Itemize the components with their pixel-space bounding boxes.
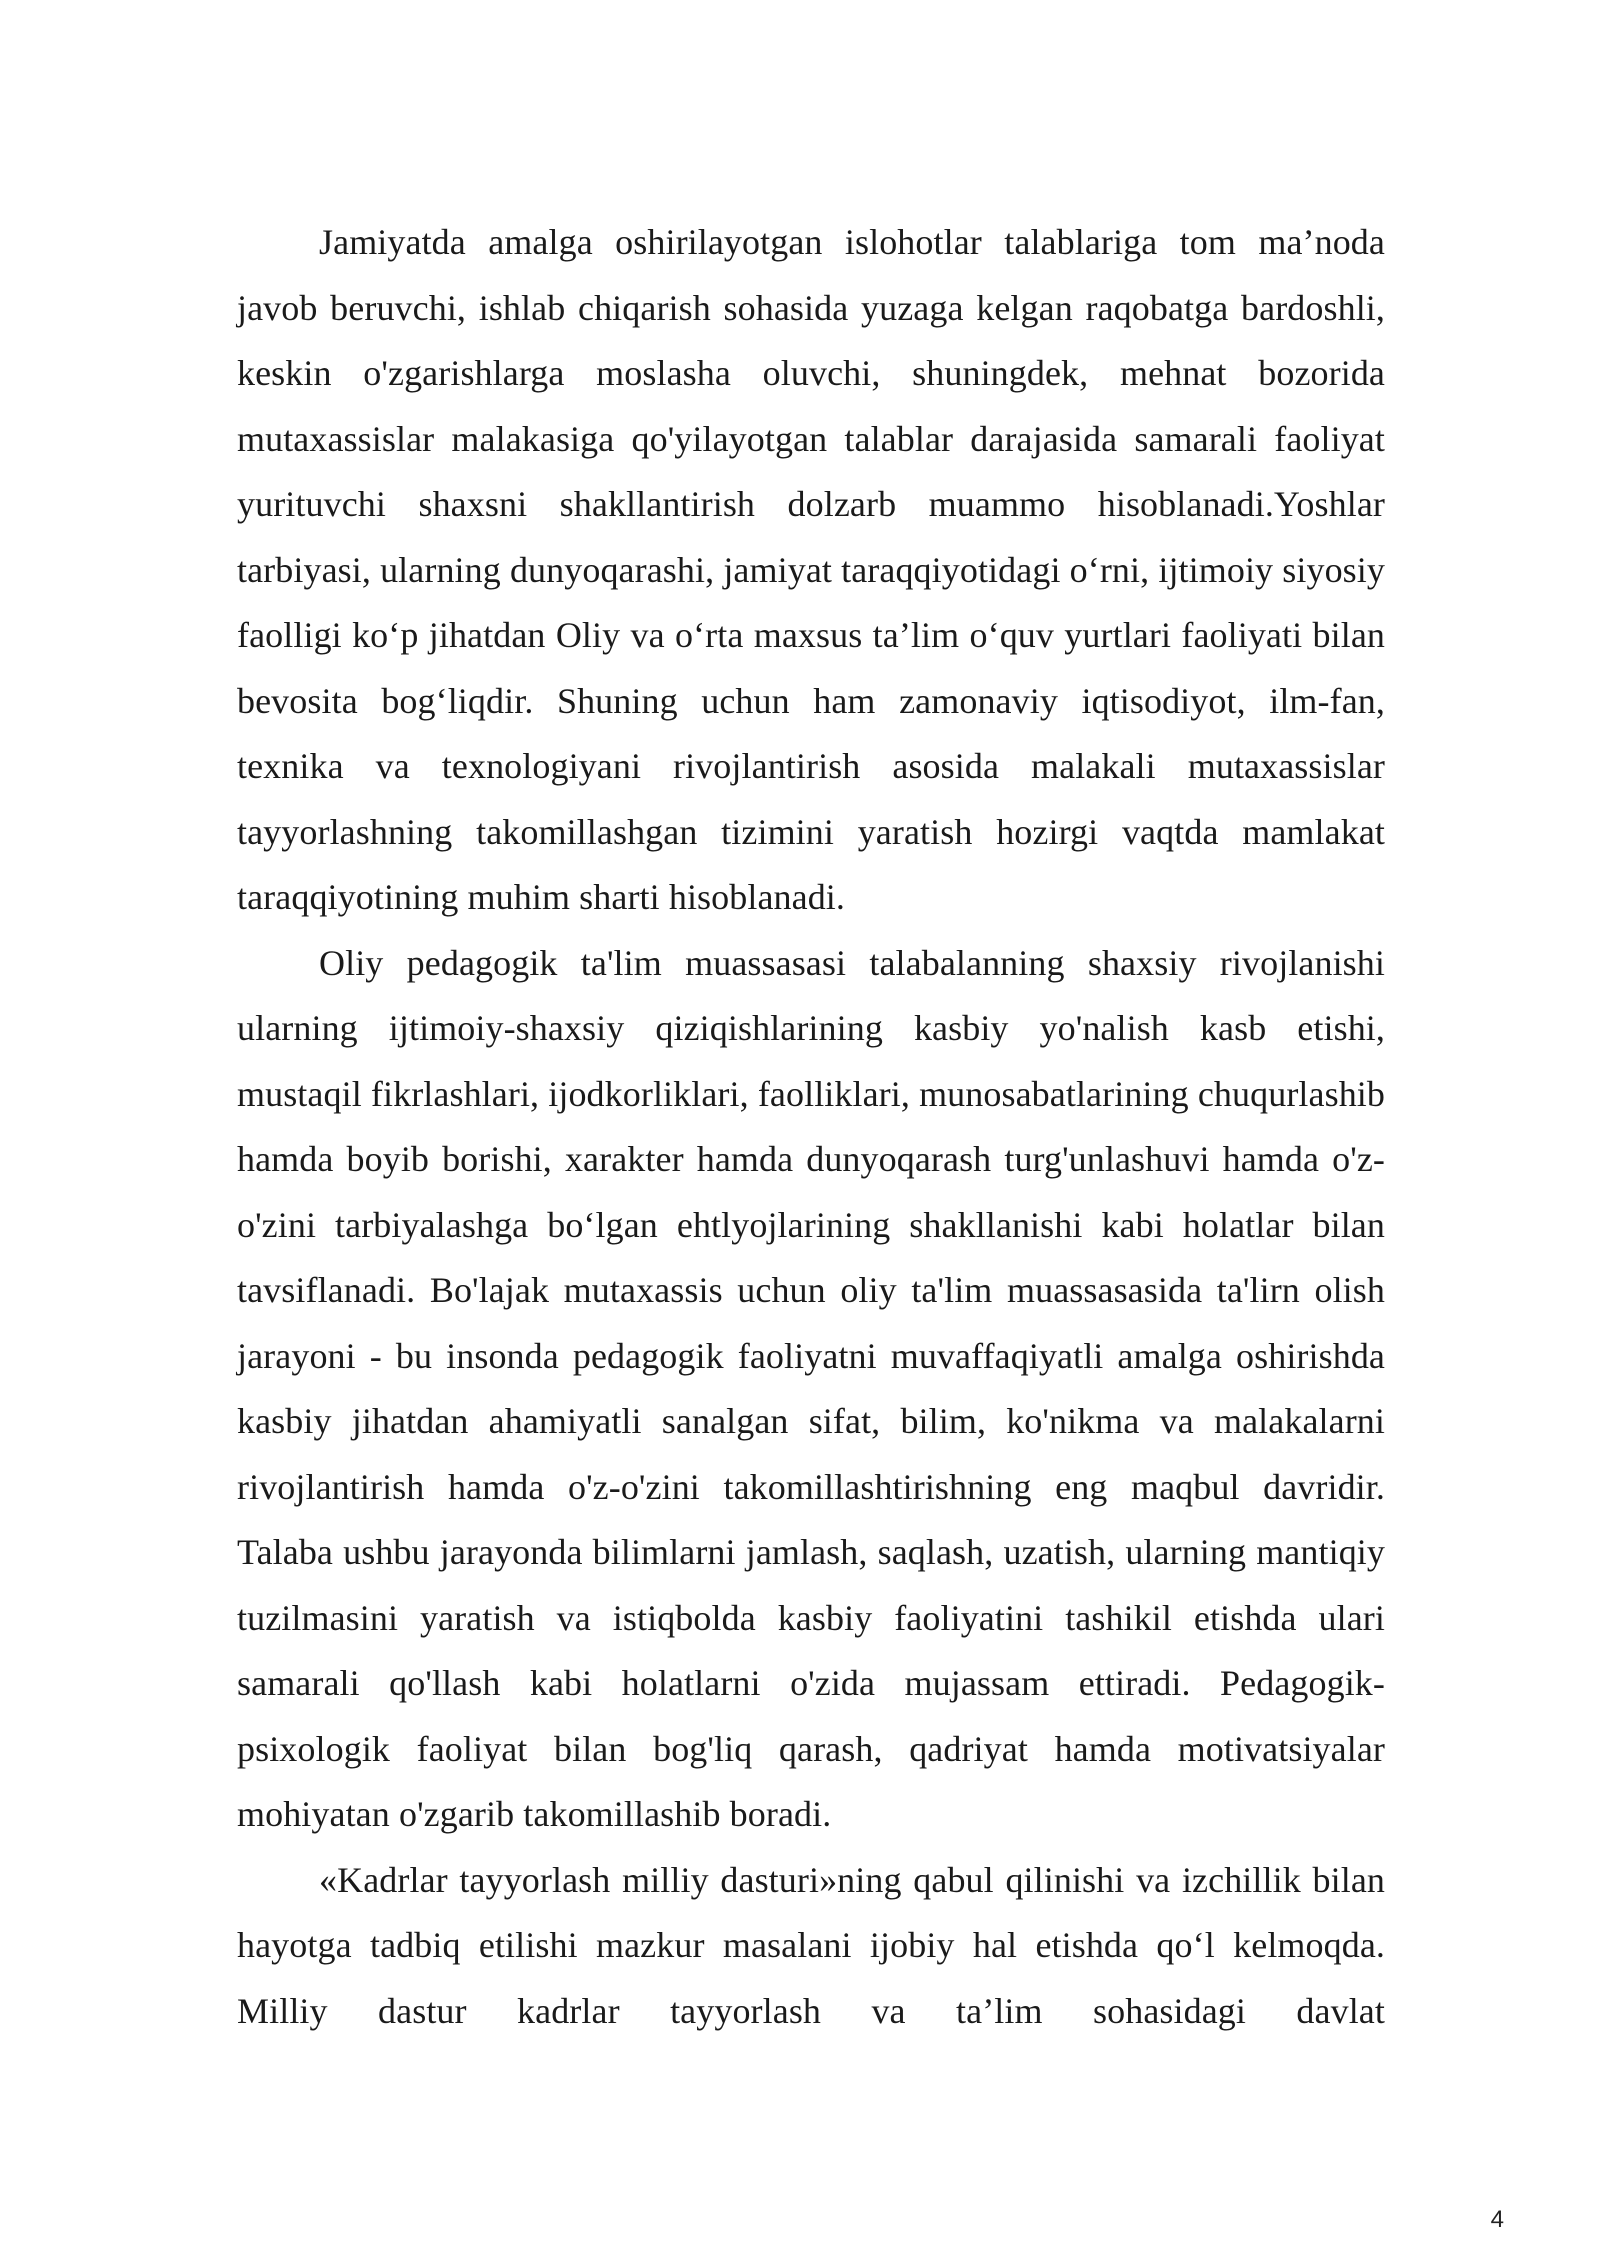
page-number: 4 <box>1490 2206 1504 2233</box>
paragraph-3: «Kadrlar tayyorlash milliy dasturi»ning qabul qilinishi va izchillik bilan hayotga tadbiq etilishi mazkur masalani ijobiy hal etishda qo‘l kelmoqda. Milliy dastur kadrlar tayyorlash va ta’lim sohasidagi davlat <box>237 1859 1385 2031</box>
document-body <box>237 210 1385 2044</box>
paragraph-1: Jamiyatda amalga oshirilayotgan islohotlar talablariga tom ma’noda javob beruvchi, ishlab chiqarish sohasida yuzaga kelgan raqobatga bardoshli, keskin o'zgarishlarga moslasha oluvchi, shuningdek, mehnat bozorida mutaxassislar malakasiga qo'yilayotgan talablar darajasida samarali faoliyat yurituvchi shaxsni shakllantirish dolzarb muammo hisoblanadi.Yoshlar tarbiyasi, ularning dunyoqarashi, jamiyat taraqqiyotidagi o‘rni, ijtimoiy siyosiy faolligi ko‘p jihatdan Oliy va o‘rta maxsus ta’lim o‘quv yurtlari faoliyati bilan bevosita bog‘liqdir. Shuning uchun ham zamonaviy iqtisodiyot, ilm-fan, texnika va texnologiyani rivojlantirish asosida malakali mutaxassislar tayyorlashning takomillashgan tizimini yaratish hozirgi vaqtda mamlakat taraqqiyotining muhim sharti hisoblanadi. <box>237 222 1385 917</box>
paragraph-2: Oliy pedagogik ta'lim muassasasi talabalanning shaxsiy rivojlanishi ularning ijtimoiy-shaxsiy qiziqishlarining kasbiy yo'nalish kasb etishi, mustaqil fikrlashlari, ijodkorliklari, faolliklari, munosabatlarining chuqurlashib hamda boyib borishi, xarakter hamda dunyoqarash turg'unlashuvi hamda o'z-o'zini tarbiyalashga bo‘lgan ehtlyojlarining shakllanishi kabi holatlar bilan tavsiflanadi. Bo'lajak mutaxassis uchun oliy ta'lim muassasasida ta'lirn olish jarayoni - bu insonda pedagogik faoliyatni muvaffaqiyatli amalga oshirishda kasbiy jihatdan ahamiyatli sanalgan sifat, bilim, ko'nikma va malakalarni rivojlantirish hamda o'z-o'zini takomillashtirishning eng maqbul davridir. Talaba ushbu jarayonda bilimlarni jamlash, saqlash, uzatish, ularning mantiqiy tuzilmasini yaratish va istiqbolda kasbiy faoliyatini tashikil etishda ulari samarali qo'llash kabi holatlarni o'zida mujassam ettiradi. Pedagogik-psixologik faoliyat bilan bog'liq qarash, qadriyat hamda motivatsiyalar mohiyatan o'zgarib takomillashib boradi. <box>237 942 1385 1834</box>
